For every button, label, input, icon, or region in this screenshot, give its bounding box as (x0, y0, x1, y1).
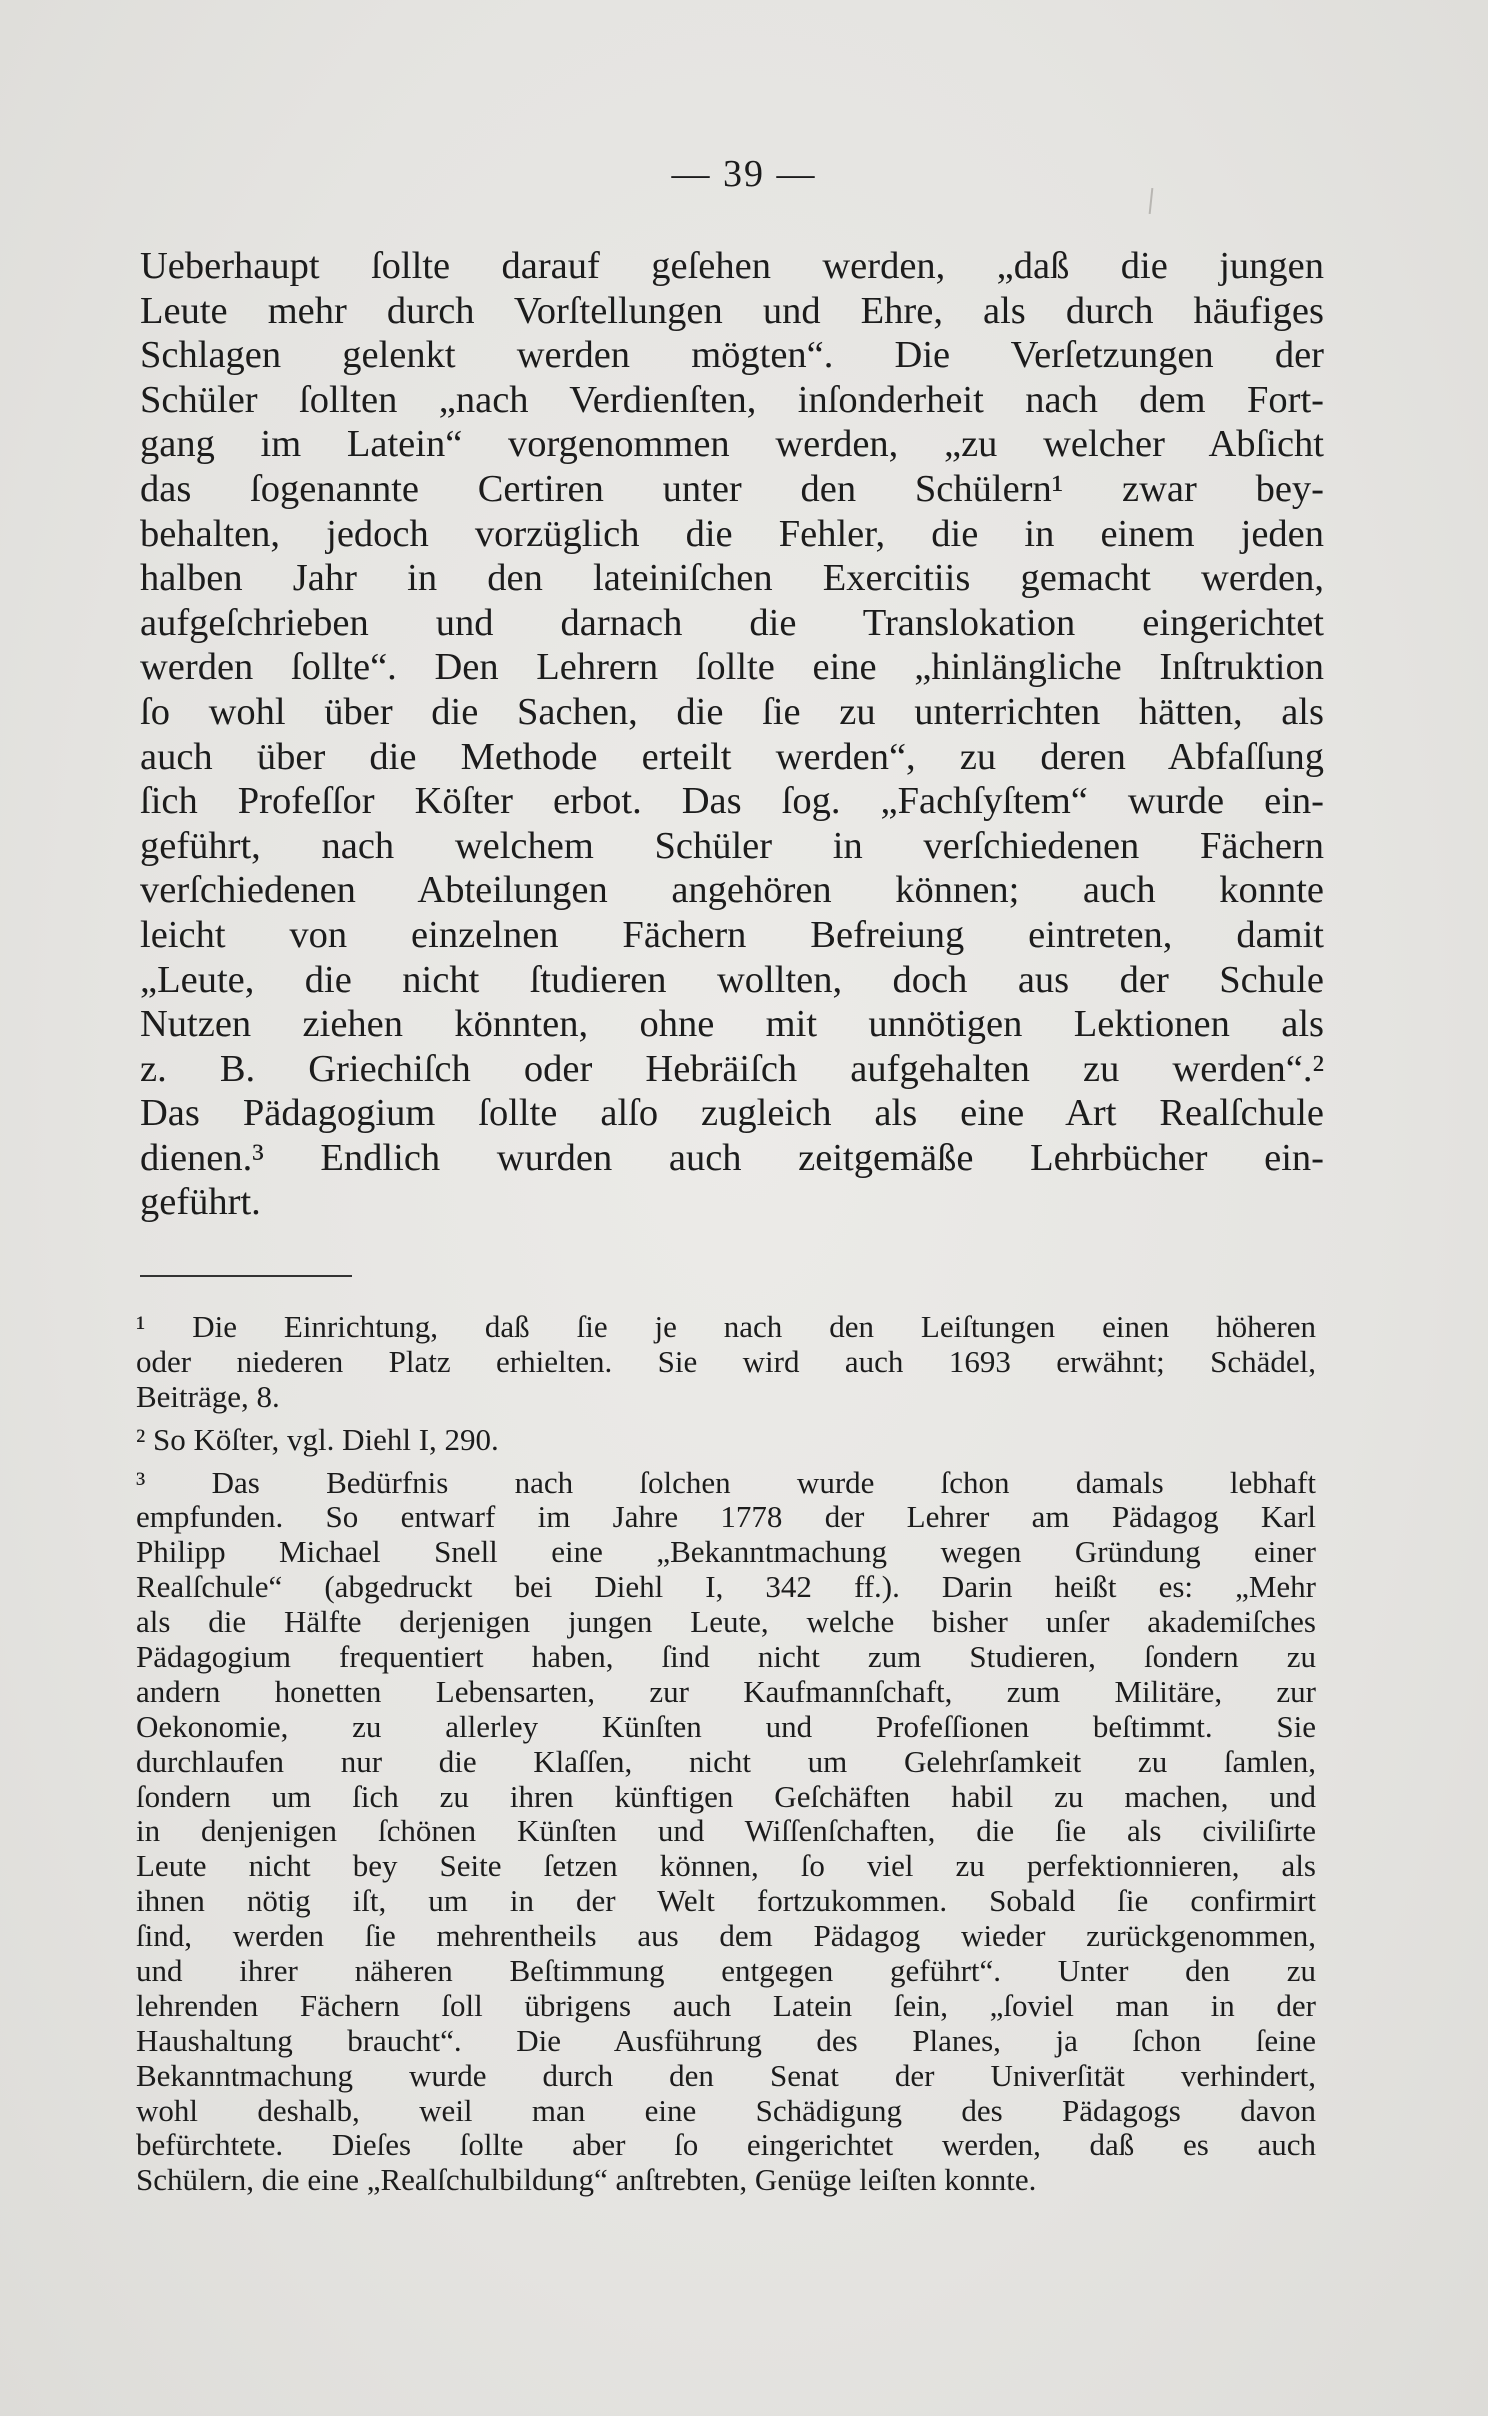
footnote-1 (136, 1310, 1316, 1415)
footnote-3-line: befürchtete. Dieſes ſollte aber ſo eingerichtet werden, daß es auch (136, 2127, 1316, 2163)
footnote-3-line: Leute nicht bey Seite ſetzen können, ſo viel zu perfektionnieren, als (136, 1848, 1316, 1884)
footnote-1-line: ¹ Die Einrichtung, daß ſie je nach den Leiſtungen einen höheren (136, 1309, 1316, 1344)
body-lines-line: gang im Latein“ vorgenommen werden, „zu welcher Abſicht (140, 423, 1324, 466)
body-lines-line: das ſogenannte Certiren unter den Schülern¹ zwar bey- (140, 467, 1324, 510)
footnote-3-line: Bekanntmachung wurde durch den Senat der Univerſität verhindert, (136, 2057, 1316, 2093)
body-lines-line: ſo wohl über die Sachen, die ſie zu unterrichten hätten, als (140, 690, 1324, 733)
body-lines-line: Nutzen ziehen könnten, ohne mit unnötigen Lektionen als (140, 1003, 1324, 1046)
footnote-3-line: durchlaufen nur die Klaſſen, nicht um Gelehrſamkeit zu ſamlen, (136, 1743, 1316, 1779)
footnote-separator-rule (140, 1275, 352, 1277)
footnote-3-line: Oekonomie, zu allerley Künſten und Profeſſionen beſtimmt. Sie (136, 1708, 1316, 1744)
body-lines-line: Schlagen gelenkt werden mögten“. Die Verſetzungen der (140, 334, 1324, 377)
footnote-3-line: ſind, werden ſie mehrentheils aus dem Pädagog wieder zurückgenommen, (136, 1918, 1316, 1954)
footnote-3-line: Pädagogium frequentiert haben, ſind nicht zum Studieren, ſondern zu (136, 1639, 1316, 1675)
body-lines-line: behalten, jedoch vorzüglich die Fehler, die in einem jeden (140, 512, 1324, 555)
body-lines-line: werden ſollte“. Den Lehrern ſollte eine „hinlängliche Inſtruktion (140, 646, 1324, 689)
body-lines-line: ſich Profeſſor Köſter erbot. Das ſog. „Fachſyſtem“ wurde ein- (140, 780, 1324, 823)
footnote-1-line: Beiträge, 8. (136, 1378, 280, 1414)
body-lines-line: aufgeſchrieben und darnach die Translokation eingerichtet (140, 601, 1324, 644)
body-lines-line: auch über die Methode erteilt werden“, zu deren Abfaſſung (140, 735, 1324, 778)
body-lines-line: halben Jahr in den lateiniſchen Exercitiis gemacht werden, (140, 557, 1324, 600)
footnotes (136, 1310, 1316, 2198)
footnote-3-line: andern honetten Lebensarten, zur Kaufmannſchaft, zum Militäre, zur (136, 1673, 1316, 1709)
body-lines-line: Das Pädagogium ſollte alſo zugleich als eine Art Realſchule (140, 1092, 1324, 1135)
body-lines-line: leicht von einzelnen Fächern Befreiung eintreten, damit (140, 913, 1324, 956)
footnote-2-line: ² So Köſter, vgl. Diehl I, 290. (136, 1421, 499, 1457)
body-lines-line: dienen.³ Endlich wurden auch zeitgemäße Lehrbücher ein- (140, 1136, 1324, 1179)
footnote-3-line: Philipp Michael Snell eine „Bekanntmachung wegen Gründung einer (136, 1534, 1316, 1570)
body-lines-line: Ueberhaupt ſollte darauf geſehen werden, „daß die jungen (140, 245, 1324, 287)
footnote-2 (136, 1423, 1316, 1458)
body-lines-line: z. B. Griechiſch oder Hebräiſch aufgehalten zu werden“.² (140, 1047, 1324, 1090)
footnote-3-line: lehrenden Fächern ſoll übrigens auch Latein ſein, „ſoviel man in der (136, 1987, 1316, 2023)
body-lines-line: geführt, nach welchem Schüler in verſchiedenen Fächern (140, 824, 1324, 867)
footnote-3-line: Haushaltung braucht“. Die Ausführung des Planes, ja ſchon ſeine (136, 2022, 1316, 2058)
footnote-3-line: in denjenigen ſchönen Künſten und Wiſſenſchaften, die ſie als civiliſirte (136, 1813, 1316, 1849)
footnote-3-line: als die Hälfte derjenigen jungen Leute, welche bisher unſer akademiſches (136, 1604, 1316, 1640)
footnote-3-line: und ihrer näheren Beſtimmung entgegen geführt“. Unter den zu (136, 1953, 1316, 1989)
footnote-3-line: Schülern, die eine „Realſchulbildung“ anſtrebten, Genüge leiſten konnte. (136, 2162, 1037, 2198)
footnote-3-line: ³ Das Bedürfnis nach ſolchen wurde ſchon damals lebhaft (136, 1464, 1316, 1500)
footnote-3-line: wohl deshalb, weil man eine Schädigung des Pädagogs davon (136, 2092, 1316, 2128)
footnote-3-line: ſondern um ſich zu ihren künftigen Geſchäften habil zu machen, und (136, 1778, 1316, 1814)
page-number: — 39 — (671, 153, 817, 195)
footnote-3-line: Realſchule“ (abgedruckt bei Diehl I, 342 ff.). Darin heißt es: „Mehr (136, 1569, 1316, 1605)
footnote-3-line: empfunden. So entwarf im Jahre 1778 der Lehrer am Pädagog Karl (136, 1499, 1316, 1535)
footnote-3-line: ihnen nötig iſt, um in der Welt fortzukommen. Sobald ſie confirmirt (136, 1883, 1316, 1919)
body-lines-line: Leute mehr durch Vorſtellungen und Ehre, als durch häufiges (140, 289, 1324, 332)
body-lines-line: geführt. (140, 1181, 261, 1224)
body-lines-line: „Leute, die nicht ſtudieren wollten, doch aus der Schule (140, 958, 1324, 1001)
body-lines-line: Schüler ſollten „nach Verdienſten, inſonderheit nach dem Fort- (140, 378, 1324, 421)
body-lines-line: verſchiedenen Abteilungen angehören können; auch konnte (140, 869, 1324, 912)
footnote-3 (136, 1466, 1316, 2199)
footnote-1-line: oder niederen Platz erhielten. Sie wird auch 1693 erwähnt; Schädel, (136, 1343, 1316, 1379)
main-body-text (140, 244, 1324, 1225)
